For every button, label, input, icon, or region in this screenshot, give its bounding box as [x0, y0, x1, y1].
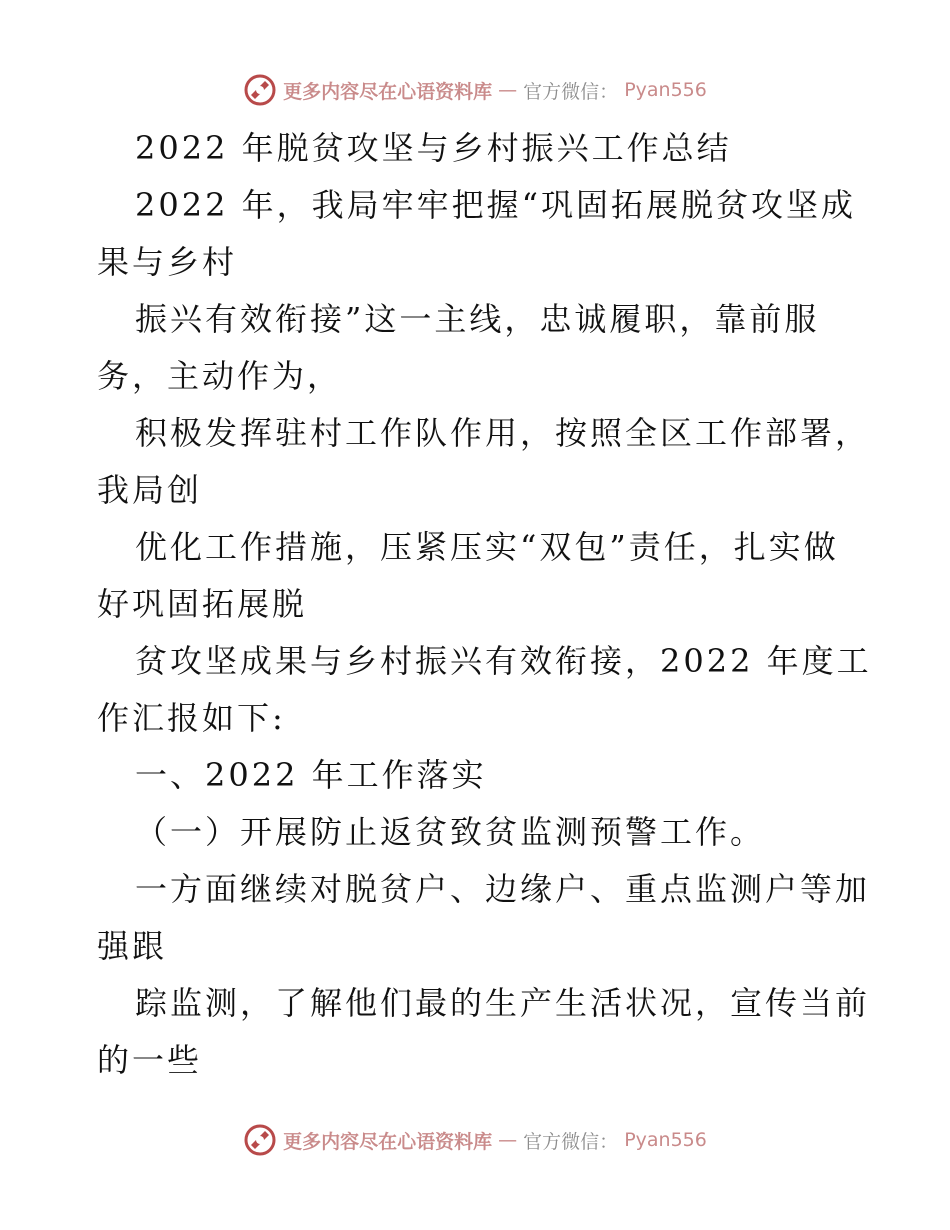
watermark-dash: — [498, 1129, 518, 1151]
watermark-wechat-label: 官方微信： [523, 1130, 619, 1153]
watermark-dash: — [498, 79, 518, 101]
paragraph-line: 2022 年，我局牢牢把握“巩固拓展脱贫攻坚成 [135, 186, 856, 224]
watermark-wechat-id: Pyan556 [624, 79, 707, 101]
paragraph-line: 振兴有效衔接”这一主线，忠诚履职，靠前服 [135, 300, 820, 338]
paragraph-line: 一方面继续对脱贫户、边缘户、重点监测户等加 [135, 870, 871, 908]
watermark-wechat-id: Pyan556 [624, 1129, 707, 1151]
paragraph-line: 务，主动作为， [97, 357, 343, 395]
footer-watermark [0, 1122, 950, 1158]
section-heading: 一、2022 年工作落实 [135, 756, 487, 794]
paragraph-line: 好巩固拓展脱 [97, 585, 308, 623]
watermark-text: 更多内容尽在心语资料库 [283, 80, 493, 103]
document-body [97, 120, 872, 1089]
subsection-heading: （一）开展防止返贫致贫监测预警工作。 [135, 813, 766, 851]
paragraph-line: 优化工作措施，压紧压实“双包”责任，扎实做 [135, 528, 839, 566]
brand-logo-icon [243, 1123, 277, 1157]
paragraph-line: 的一些 [97, 1041, 203, 1079]
paragraph-line: 强跟 [97, 927, 168, 965]
paragraph-line: 我局创 [97, 471, 203, 509]
paragraph-line: 积极发挥驻村工作队作用，按照全区工作部署， [135, 414, 871, 452]
paragraph-line: 果与乡村 [97, 243, 238, 281]
watermark-text: 更多内容尽在心语资料库 [283, 1130, 493, 1153]
paragraph-line: 作汇报如下: [97, 699, 286, 737]
paragraph-line: 贫攻坚成果与乡村振兴有效衔接，2022 年度工 [135, 642, 872, 680]
watermark-wechat-label: 官方微信： [523, 80, 619, 103]
document-title: 2022 年脱贫攻坚与乡村振兴工作总结 [135, 129, 732, 167]
brand-logo-icon [243, 73, 277, 107]
paragraph-line: 踪监测，了解他们最的生产生活状况，宣传当前 [135, 984, 871, 1022]
header-watermark [0, 72, 950, 108]
